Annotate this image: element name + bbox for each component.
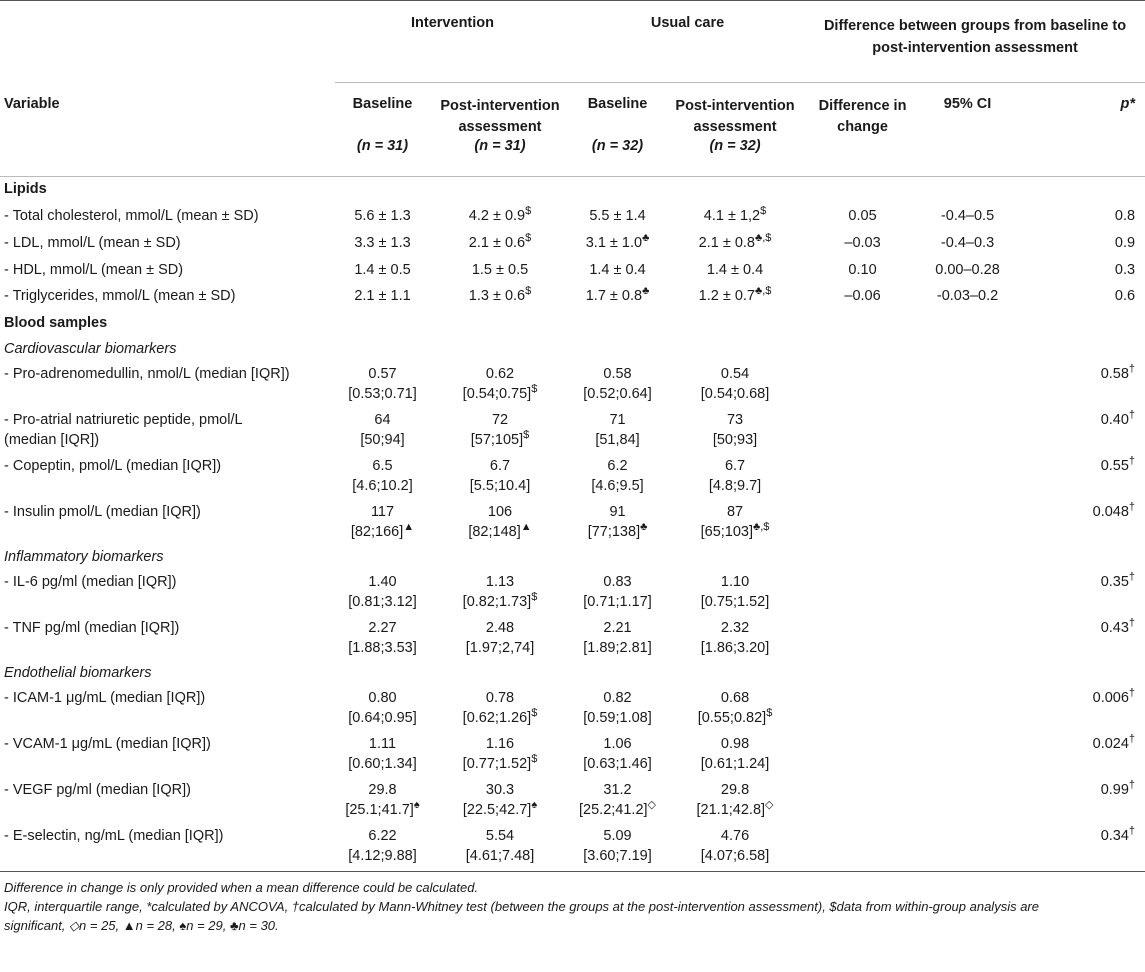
cell-marker: ♣ xyxy=(642,285,650,298)
diff-value: 0.10 xyxy=(848,262,877,278)
cell-median: 6.7 xyxy=(489,458,511,474)
cell-marker: ♣,$ xyxy=(754,232,772,245)
cell-value: [25.1;41.7] xyxy=(345,802,414,818)
group-usual-care: Usual care xyxy=(570,1,805,83)
table-row xyxy=(0,407,1145,453)
variable-header: Variable xyxy=(4,95,60,112)
section-blood-samples: Blood samples xyxy=(4,315,108,331)
cell-value: [0.77;1.52] xyxy=(462,756,532,772)
cell-median: 0.98 xyxy=(720,736,750,752)
cell-value: [4.6;9.5] xyxy=(591,478,644,494)
row-label: - IL-6 pg/ml (median [IQR]) xyxy=(4,574,177,590)
section-row xyxy=(0,545,1145,569)
row-label: - VEGF pg/ml (median [IQR]) xyxy=(4,782,191,798)
p-marker: † xyxy=(1128,617,1136,630)
ci-value: -0.4–0.3 xyxy=(940,235,995,251)
section-inflammatory: Inflammatory biomarkers xyxy=(4,549,164,565)
cell-value: 5.5 ± 1.4 xyxy=(589,208,646,224)
cell-marker: $ xyxy=(531,707,538,720)
cell-value: 1.4 ± 0.5 xyxy=(354,262,411,278)
cell-value: 4.1 ± 1,2 xyxy=(703,208,761,224)
cell-median: 106 xyxy=(487,504,513,520)
cell-median: 0.54 xyxy=(720,366,750,382)
cell-marker: $ xyxy=(525,205,532,218)
cell-median: 5.09 xyxy=(603,828,632,844)
cell-value: [0.64;0.95] xyxy=(348,710,417,726)
cell-median: 0.68 xyxy=(720,690,750,706)
row-label: - Insulin pmol/L (median [IQR]) xyxy=(4,504,201,520)
cell-marker: $ xyxy=(525,232,532,245)
cell-marker: ♠ xyxy=(531,799,538,812)
cell-marker: ◇ xyxy=(765,799,774,812)
cell-value: 1.4 ± 0.4 xyxy=(589,262,646,278)
cell-median: 0.80 xyxy=(368,690,397,706)
cell-marker: $ xyxy=(531,753,538,766)
ci-value: -0.4–0.5 xyxy=(940,208,995,224)
cell-marker: $ xyxy=(523,429,530,442)
cell-value: [0.71;1.17] xyxy=(583,594,652,610)
p-marker: † xyxy=(1128,409,1136,422)
p-value: 0.43 xyxy=(1100,620,1129,636)
p-marker: † xyxy=(1128,825,1136,838)
footnotes xyxy=(0,871,1145,935)
cell-value: [21.1;42.8] xyxy=(696,802,766,818)
row-label: - E-selectin, ng/mL (median [IQR]) xyxy=(4,828,224,844)
cell-value: [1.88;3.53] xyxy=(348,640,417,656)
p-value: 0.34 xyxy=(1100,828,1129,844)
row-label: - ICAM-1 μg/mL (median [IQR]) xyxy=(4,690,206,706)
cell-median: 1.10 xyxy=(720,574,750,590)
p-marker: † xyxy=(1128,779,1136,792)
cell-value: 1.4 ± 0.4 xyxy=(706,262,764,278)
cell-median: 6.22 xyxy=(368,828,397,844)
cell-marker: $ xyxy=(766,707,773,720)
p-value: 0.35 xyxy=(1100,574,1129,590)
cell-marker: ◇ xyxy=(647,799,657,812)
cell-median: 2.27 xyxy=(368,620,397,636)
uc-post-header: Post-intervention assessment xyxy=(675,98,795,135)
cell-median: 0.82 xyxy=(603,690,632,706)
cell-value: [0.54;0.75] xyxy=(462,386,532,402)
cell-value: [0.62;1.26] xyxy=(462,710,532,726)
table-row xyxy=(0,731,1145,777)
p-value: 0.006 xyxy=(1092,690,1129,706)
footnote-1: Difference in change is only provided when a mean difference could be calculated. xyxy=(4,880,479,895)
cell-value: 3.3 ± 1.3 xyxy=(354,235,411,251)
cell-marker: ▲ xyxy=(403,521,415,534)
cell-median: 0.62 xyxy=(485,366,515,382)
section-endothelial: Endothelial biomarkers xyxy=(4,665,152,681)
cell-value: 2.1 ± 1.1 xyxy=(354,288,411,304)
cell-marker: $ xyxy=(525,285,532,298)
cell-value: [82;148] xyxy=(468,524,521,540)
p-value: 0.024 xyxy=(1092,736,1129,752)
table-row xyxy=(0,823,1145,869)
cell-median: 117 xyxy=(370,504,395,520)
cell-median: 87 xyxy=(726,504,744,520)
section-row xyxy=(0,311,1145,337)
diff-change-header: Difference in change xyxy=(818,98,907,135)
section-row xyxy=(0,337,1145,361)
cell-value: 4.2 ± 0.9 xyxy=(468,208,526,224)
cell-value: [65;103] xyxy=(700,524,754,540)
section-row xyxy=(0,176,1145,204)
table-row xyxy=(0,615,1145,661)
cell-value: [1.97;2,74] xyxy=(465,640,535,656)
cell-value: 2.1 ± 0.8 xyxy=(698,235,755,251)
table-row xyxy=(0,499,1145,545)
row-label-line2: (median [IQR]) xyxy=(4,432,100,448)
cell-median: 2.32 xyxy=(720,620,750,636)
diff-value: –0.06 xyxy=(844,288,881,304)
cell-median: 4.76 xyxy=(720,828,750,844)
table-row xyxy=(0,777,1145,823)
p-value: 0.6 xyxy=(1114,288,1136,304)
cell-value: [0.54;0.68] xyxy=(700,386,770,402)
cell-median: 1.06 xyxy=(603,736,632,752)
section-lipids: Lipids xyxy=(4,180,47,197)
row-label: - VCAM-1 μg/mL (median [IQR]) xyxy=(4,736,211,752)
cell-value: [4.61;7.48] xyxy=(465,848,535,864)
p-value: 0.99 xyxy=(1100,782,1129,798)
cell-median: 0.58 xyxy=(603,366,632,382)
cell-value: [0.59;1.08] xyxy=(583,710,652,726)
cell-marker: ♣,$ xyxy=(754,285,772,298)
section-row xyxy=(0,661,1145,685)
table-row xyxy=(0,204,1145,231)
p-marker: † xyxy=(1128,687,1136,700)
cell-value: 1.3 ± 0.6 xyxy=(468,288,526,304)
row-label-line1: - Pro-atrial natriuretic peptide, pmol/L xyxy=(4,412,243,428)
cell-value: [4.6;10.2] xyxy=(352,478,413,494)
cell-value: [0.75;1.52] xyxy=(700,594,770,610)
table-row xyxy=(0,569,1145,615)
cell-value: 1.7 ± 0.8 xyxy=(585,288,643,304)
cell-value: [0.82;1.73] xyxy=(462,594,532,610)
cell-value: [50;93] xyxy=(712,432,758,448)
cell-value: [25.2;41.2] xyxy=(579,802,648,818)
diff-value: –0.03 xyxy=(844,235,881,251)
n-uc-post: (n = 32) xyxy=(709,138,761,154)
p-value: 0.55 xyxy=(1100,458,1129,474)
ci-value: -0.03–0.2 xyxy=(936,288,999,304)
row-label: - Triglycerides, mmol/L (mean ± SD) xyxy=(4,288,236,304)
p-value: 0.8 xyxy=(1114,208,1136,224)
cell-marker: $ xyxy=(531,383,538,396)
group-difference: Difference between groups from baseline to post-intervention assessment xyxy=(805,1,1145,83)
footnote-2: IQR, interquartile range, *calculated by ANCOVA, †calculated by Mann-Whitney test (between the groups at the post-intervention assessment), $data from within-group analysis are xyxy=(4,899,1039,914)
cell-median: 31.2 xyxy=(603,782,632,798)
cell-value: [5.5;10.4] xyxy=(469,478,531,494)
n-int-post: (n = 31) xyxy=(474,138,526,154)
cell-value: [0.52;0.64] xyxy=(583,386,652,402)
cell-median: 72 xyxy=(491,412,509,428)
int-post-header: Post-intervention assessment xyxy=(440,98,560,135)
n-int-baseline: (n = 31) xyxy=(356,138,409,154)
ci-value: 0.00–0.28 xyxy=(935,262,1000,278)
cell-value: [0.81;3.12] xyxy=(348,594,417,610)
cell-median: 91 xyxy=(609,504,626,520)
cell-value: [1.89;2.81] xyxy=(583,640,652,656)
cell-median: 1.16 xyxy=(485,736,515,752)
row-label: - Total cholesterol, mmol/L (mean ± SD) xyxy=(4,208,259,224)
p-value: 0.40 xyxy=(1100,412,1129,428)
cell-value: 2.1 ± 0.6 xyxy=(468,235,526,251)
cell-median: 73 xyxy=(726,412,744,428)
cell-value: [4.07;6.58] xyxy=(700,848,770,864)
cell-median: 29.8 xyxy=(720,782,750,798)
cell-value: [82;166] xyxy=(350,524,404,540)
cell-median: 2.48 xyxy=(485,620,515,636)
cell-value: [57;105] xyxy=(470,432,524,448)
cell-median: 6.2 xyxy=(607,458,628,474)
cell-median: 0.57 xyxy=(368,366,397,382)
p-value: 0.3 xyxy=(1114,262,1136,278)
table-row xyxy=(0,231,1145,258)
p-marker: † xyxy=(1128,455,1136,468)
cell-value: [0.60;1.34] xyxy=(348,756,417,772)
cell-value: [22.5;42.7] xyxy=(462,802,532,818)
cell-value: [4.12;9.88] xyxy=(348,848,417,864)
group-intervention: Intervention xyxy=(335,1,570,83)
p-value: 0.048 xyxy=(1092,504,1129,520)
cell-median: 6.5 xyxy=(372,458,393,474)
cell-value: [0.63;1.46] xyxy=(583,756,652,772)
header-row-groups xyxy=(0,1,1145,83)
int-baseline-header: Baseline xyxy=(352,96,413,112)
table-row xyxy=(0,453,1145,499)
cell-marker: $ xyxy=(531,591,538,604)
cell-median: 64 xyxy=(374,412,391,428)
cell-median: 2.21 xyxy=(603,620,632,636)
row-label: - TNF pg/ml (median [IQR]) xyxy=(4,620,180,636)
p-value: 0.9 xyxy=(1114,235,1136,251)
table-row xyxy=(0,284,1145,311)
p-marker: † xyxy=(1128,571,1136,584)
table-row xyxy=(0,361,1145,407)
row-label: - Copeptin, pmol/L (median [IQR]) xyxy=(4,458,222,474)
p-value: 0.58 xyxy=(1100,366,1129,382)
cell-median: 71 xyxy=(609,412,626,428)
table-body xyxy=(0,176,1145,869)
header-row-columns xyxy=(0,83,1145,139)
diff-value: 0.05 xyxy=(848,208,877,224)
cell-value: [1.86;3.20] xyxy=(700,640,770,656)
cell-value: [4.8;9.7] xyxy=(708,478,762,494)
cell-median: 30.3 xyxy=(485,782,515,798)
section-cardiovascular: Cardiovascular biomarkers xyxy=(4,341,177,357)
footnote-3: significant, ◇n = 25, ▲n = 28, ♠n = 29, ♣n = 30. xyxy=(4,918,279,933)
cell-marker: ♠ xyxy=(413,799,420,812)
cell-marker: ▲ xyxy=(520,521,532,534)
cell-marker: ♣,$ xyxy=(753,521,770,534)
uc-baseline-header: Baseline xyxy=(587,96,648,112)
cell-median: 1.40 xyxy=(368,574,397,590)
table-row xyxy=(0,258,1145,284)
header-row-n xyxy=(0,138,1145,176)
row-label: - Pro-adrenomedullin, nmol/L (median [IQR]) xyxy=(4,366,290,382)
table-row xyxy=(0,685,1145,731)
cell-marker: ♣ xyxy=(640,521,648,534)
cell-median: 0.78 xyxy=(485,690,515,706)
cell-value: 3.1 ± 1.0 xyxy=(585,235,643,251)
cell-median: 1.13 xyxy=(485,574,515,590)
cell-marker: ♣ xyxy=(642,232,650,245)
cell-median: 5.54 xyxy=(485,828,515,844)
cell-median: 1.11 xyxy=(368,736,397,752)
cell-median: 0.83 xyxy=(603,574,632,590)
cell-marker: $ xyxy=(760,205,767,218)
p-marker: † xyxy=(1128,363,1136,376)
ci-header: 95% CI xyxy=(943,96,992,112)
cell-value: 1.2 ± 0.7 xyxy=(698,288,755,304)
cell-value: [3.60;7.19] xyxy=(583,848,652,864)
cell-value: [50;94] xyxy=(360,432,405,448)
n-uc-baseline: (n = 32) xyxy=(591,138,644,154)
p-marker: † xyxy=(1128,501,1136,514)
cell-value: 5.6 ± 1.3 xyxy=(354,208,411,224)
p-header: p* xyxy=(1120,96,1136,112)
cell-value: [0.61;1.24] xyxy=(700,756,770,772)
cell-value: [0.55;0.82] xyxy=(697,710,767,726)
cell-value: [77;138] xyxy=(587,524,641,540)
cell-median: 6.7 xyxy=(724,458,746,474)
cell-value: [0.53;0.71] xyxy=(348,386,417,402)
cell-value: [51,84] xyxy=(595,432,640,448)
cell-median: 29.8 xyxy=(368,782,397,798)
p-marker: † xyxy=(1128,733,1136,746)
row-label: - LDL, mmol/L (mean ± SD) xyxy=(4,235,181,251)
row-label: - HDL, mmol/L (mean ± SD) xyxy=(4,262,184,278)
cell-value: 1.5 ± 0.5 xyxy=(471,262,529,278)
